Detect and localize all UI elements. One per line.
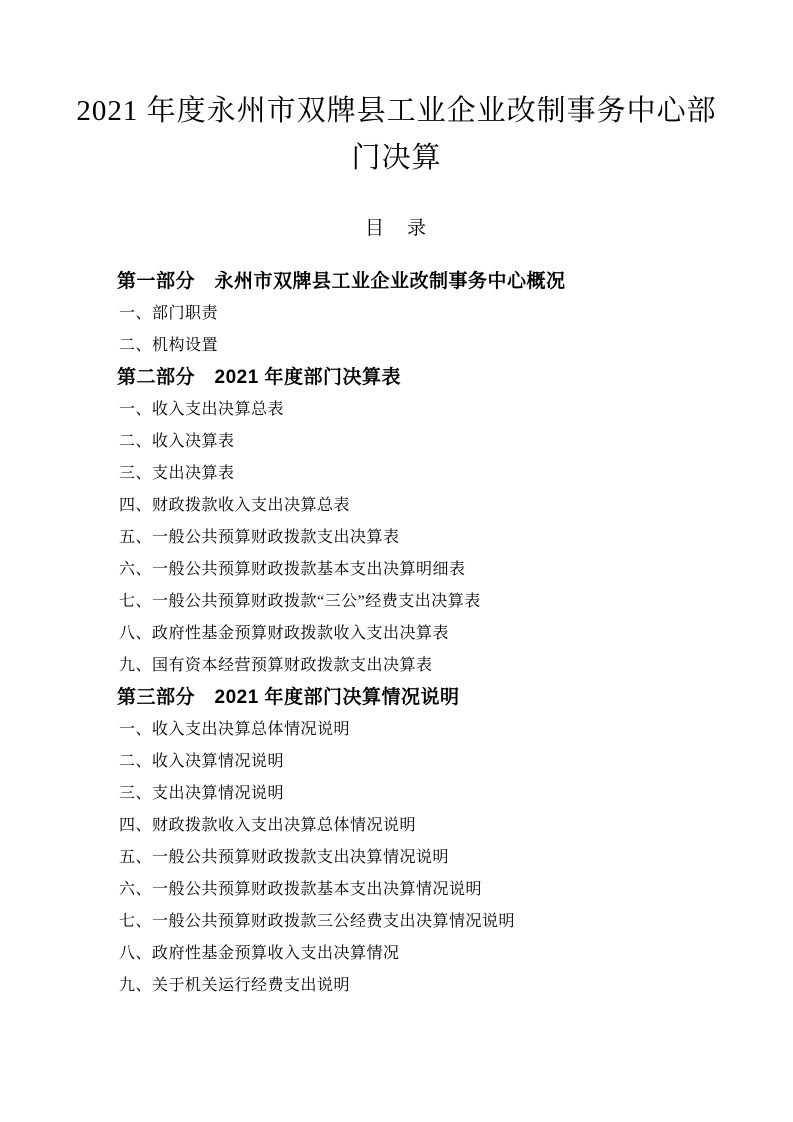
toc-item: 八、政府性基金预算财政拨款收入支出决算表: [119, 625, 450, 642]
toc-item: 三、支出决算表: [119, 465, 235, 482]
toc-item: 四、财政拨款收入支出决算总表: [119, 497, 351, 514]
toc-section-heading: 第三部分 2021 年度部门决算情况说明: [117, 687, 460, 708]
toc-item: 五、一般公共预算财政拨款支出决算表: [119, 529, 400, 546]
toc-item: 一、收入支出决算总表: [119, 401, 285, 418]
toc-item: 二、收入决算表: [119, 433, 235, 450]
document-title: [0, 0, 793, 182]
toc-item: 七、一般公共预算财政拨款三公经费支出决算情况说明: [119, 913, 516, 930]
toc-item: 九、关于机关运行经费支出说明: [119, 977, 351, 994]
toc-item: 四、财政拨款收入支出决算总体情况说明: [119, 817, 417, 834]
toc-item: 二、收入决算情况说明: [119, 753, 285, 770]
toc-item: 六、一般公共预算财政拨款基本支出决算情况说明: [119, 881, 483, 898]
toc-item: 一、收入支出决算总体情况说明: [119, 721, 351, 738]
toc-item: 七、一般公共预算财政拨款“三公”经费支出决算表: [119, 593, 481, 610]
toc-section-heading: 第二部分 2021 年度部门决算表: [117, 367, 402, 388]
toc-item: 一、部门职责: [119, 305, 219, 322]
toc-item: 八、政府性基金预算收入支出决算情况: [119, 945, 400, 962]
toc-item: 二、机构设置: [119, 337, 219, 354]
toc-section-heading: 第一部分 永州市双牌县工业企业改制事务中心概况: [117, 271, 566, 292]
table-of-contents: [0, 266, 793, 1002]
toc-item: 五、一般公共预算财政拨款支出决算情况说明: [119, 849, 450, 866]
document-title-line: 2021 年度永州市双牌县工业企业改制事务中心部: [76, 95, 717, 127]
document-title-line: 门决算: [351, 142, 442, 174]
toc-item: 六、一般公共预算财政拨款基本支出决算明细表: [119, 561, 466, 578]
toc-heading: 目 录: [364, 218, 428, 239]
toc-item: 九、国有资本经营预算财政拨款支出决算表: [119, 657, 433, 674]
toc-item: 三、支出决算情况说明: [119, 785, 285, 802]
